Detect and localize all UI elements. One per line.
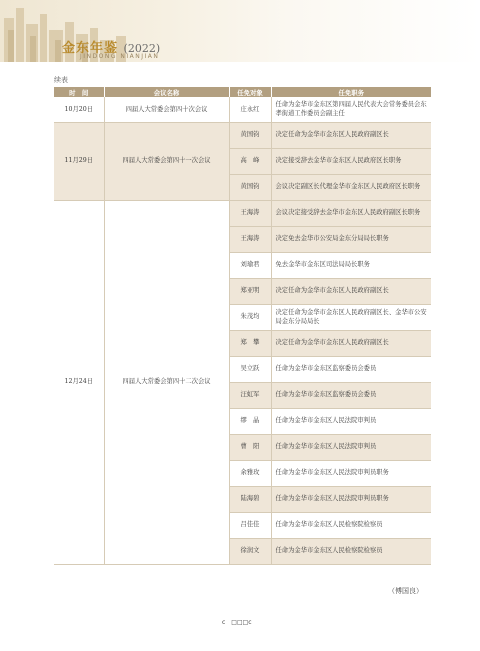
appointment-duty: 决定任命为金华市金东区人民政府副区长	[271, 122, 431, 148]
source-attribution: （傅国良）	[388, 587, 423, 595]
column-header-duty: 任免职务	[271, 87, 431, 97]
appointee-name: 陆海碧	[229, 486, 271, 512]
appointment-duty: 决定免去金华市公安局金东分局局长职务	[271, 226, 431, 252]
appointee-name: 徐润文	[229, 538, 271, 564]
appointment-duty: 决定接受辞去金华市金东区人民政府区长职务	[271, 148, 431, 174]
appointee-name: 高 峰	[229, 148, 271, 174]
header-band	[0, 0, 480, 62]
appointee-name: 黄国钧	[229, 122, 271, 148]
appointee-name: 黄国钧	[229, 174, 271, 200]
meeting-name: 四届人大常委会第四十一次会议	[104, 122, 229, 200]
appointment-duty: 任命为金华市金东区人民法院审判员	[271, 434, 431, 460]
appointment-duty: 任命为金华市金东区人民检察院检察员	[271, 512, 431, 538]
appointment-duty: 任命为金华市金东区监察委员会委员	[271, 356, 431, 382]
table-row	[54, 200, 431, 226]
appointment-duty: 会议决定副区长代理金华市金东区人民政府区长职务	[271, 174, 431, 200]
appointee-name: 王海涛	[229, 226, 271, 252]
book-title-text: 金东年鉴	[62, 41, 119, 56]
appointment-duty: 会议决定接受辞去金华市金东区人民政府副区长职务	[271, 200, 431, 226]
meeting-name: 四届人大常委会第四十二次会议	[104, 200, 229, 564]
appointment-duty: 任命为金华市金东区第四届人民代表大会常务委员会东孝街道工作委员会副主任	[271, 97, 431, 122]
appointee-name: 曹 阳	[229, 434, 271, 460]
table-row	[54, 122, 431, 148]
table-header-row	[54, 87, 431, 97]
appointment-duty: 决定任命为金华市金东区人民政府副区长	[271, 278, 431, 304]
appointee-name: 郑亚明	[229, 278, 271, 304]
book-pinyin: JINDONG NIANJIAN	[80, 53, 160, 60]
appointee-name: 汪虹军	[229, 382, 271, 408]
appointments-table	[54, 87, 431, 565]
appointment-duty: 任命为金华市金东区人民法院审判员职务	[271, 460, 431, 486]
appointment-duty: 任命为金华市金东区人民法院审判员	[271, 408, 431, 434]
appointment-duty: 免去金华市金东区司法局局长职务	[271, 252, 431, 278]
appointee-name: 缪 晶	[229, 408, 271, 434]
appointment-duty: 决定任命为金华市金东区人民政府副区长	[271, 330, 431, 356]
meeting-name: 四届人大常委会第四十次会议	[104, 97, 229, 122]
appointee-name: 吕佳佳	[229, 512, 271, 538]
appointee-name: 余雅玫	[229, 460, 271, 486]
column-header-time: 时 间	[54, 87, 104, 97]
appointee-name: 庄永红	[229, 97, 271, 122]
appointment-duty: 决定任命为金华市金东区人民政府副区长、金华市公安局金东分局局长	[271, 304, 431, 330]
appointment-duty: 任命为金华市金东区监察委员会委员	[271, 382, 431, 408]
meeting-date: 10月20日	[54, 97, 104, 122]
appointee-name: 郑 攀	[229, 330, 271, 356]
appointee-name: 朱茂均	[229, 304, 271, 330]
book-year: (2022)	[123, 42, 161, 55]
appointee-name: 王海涛	[229, 200, 271, 226]
appointment-duty: 任命为金华市金东区人民检察院检察员	[271, 538, 431, 564]
table-row	[54, 97, 431, 122]
appointment-duty: 任命为金华市金东区人民法院审判员职务	[271, 486, 431, 512]
column-header-meeting: 会议名称	[104, 87, 229, 97]
meeting-date: 11月29日	[54, 122, 104, 200]
continued-label: 续表	[54, 76, 68, 84]
meeting-date: 12月24日	[54, 200, 104, 564]
page-number: c □□□c	[222, 619, 252, 626]
appointee-name: 吴立跃	[229, 356, 271, 382]
appointee-name: 刘瑜君	[229, 252, 271, 278]
column-header-person: 任免对象	[229, 87, 271, 97]
